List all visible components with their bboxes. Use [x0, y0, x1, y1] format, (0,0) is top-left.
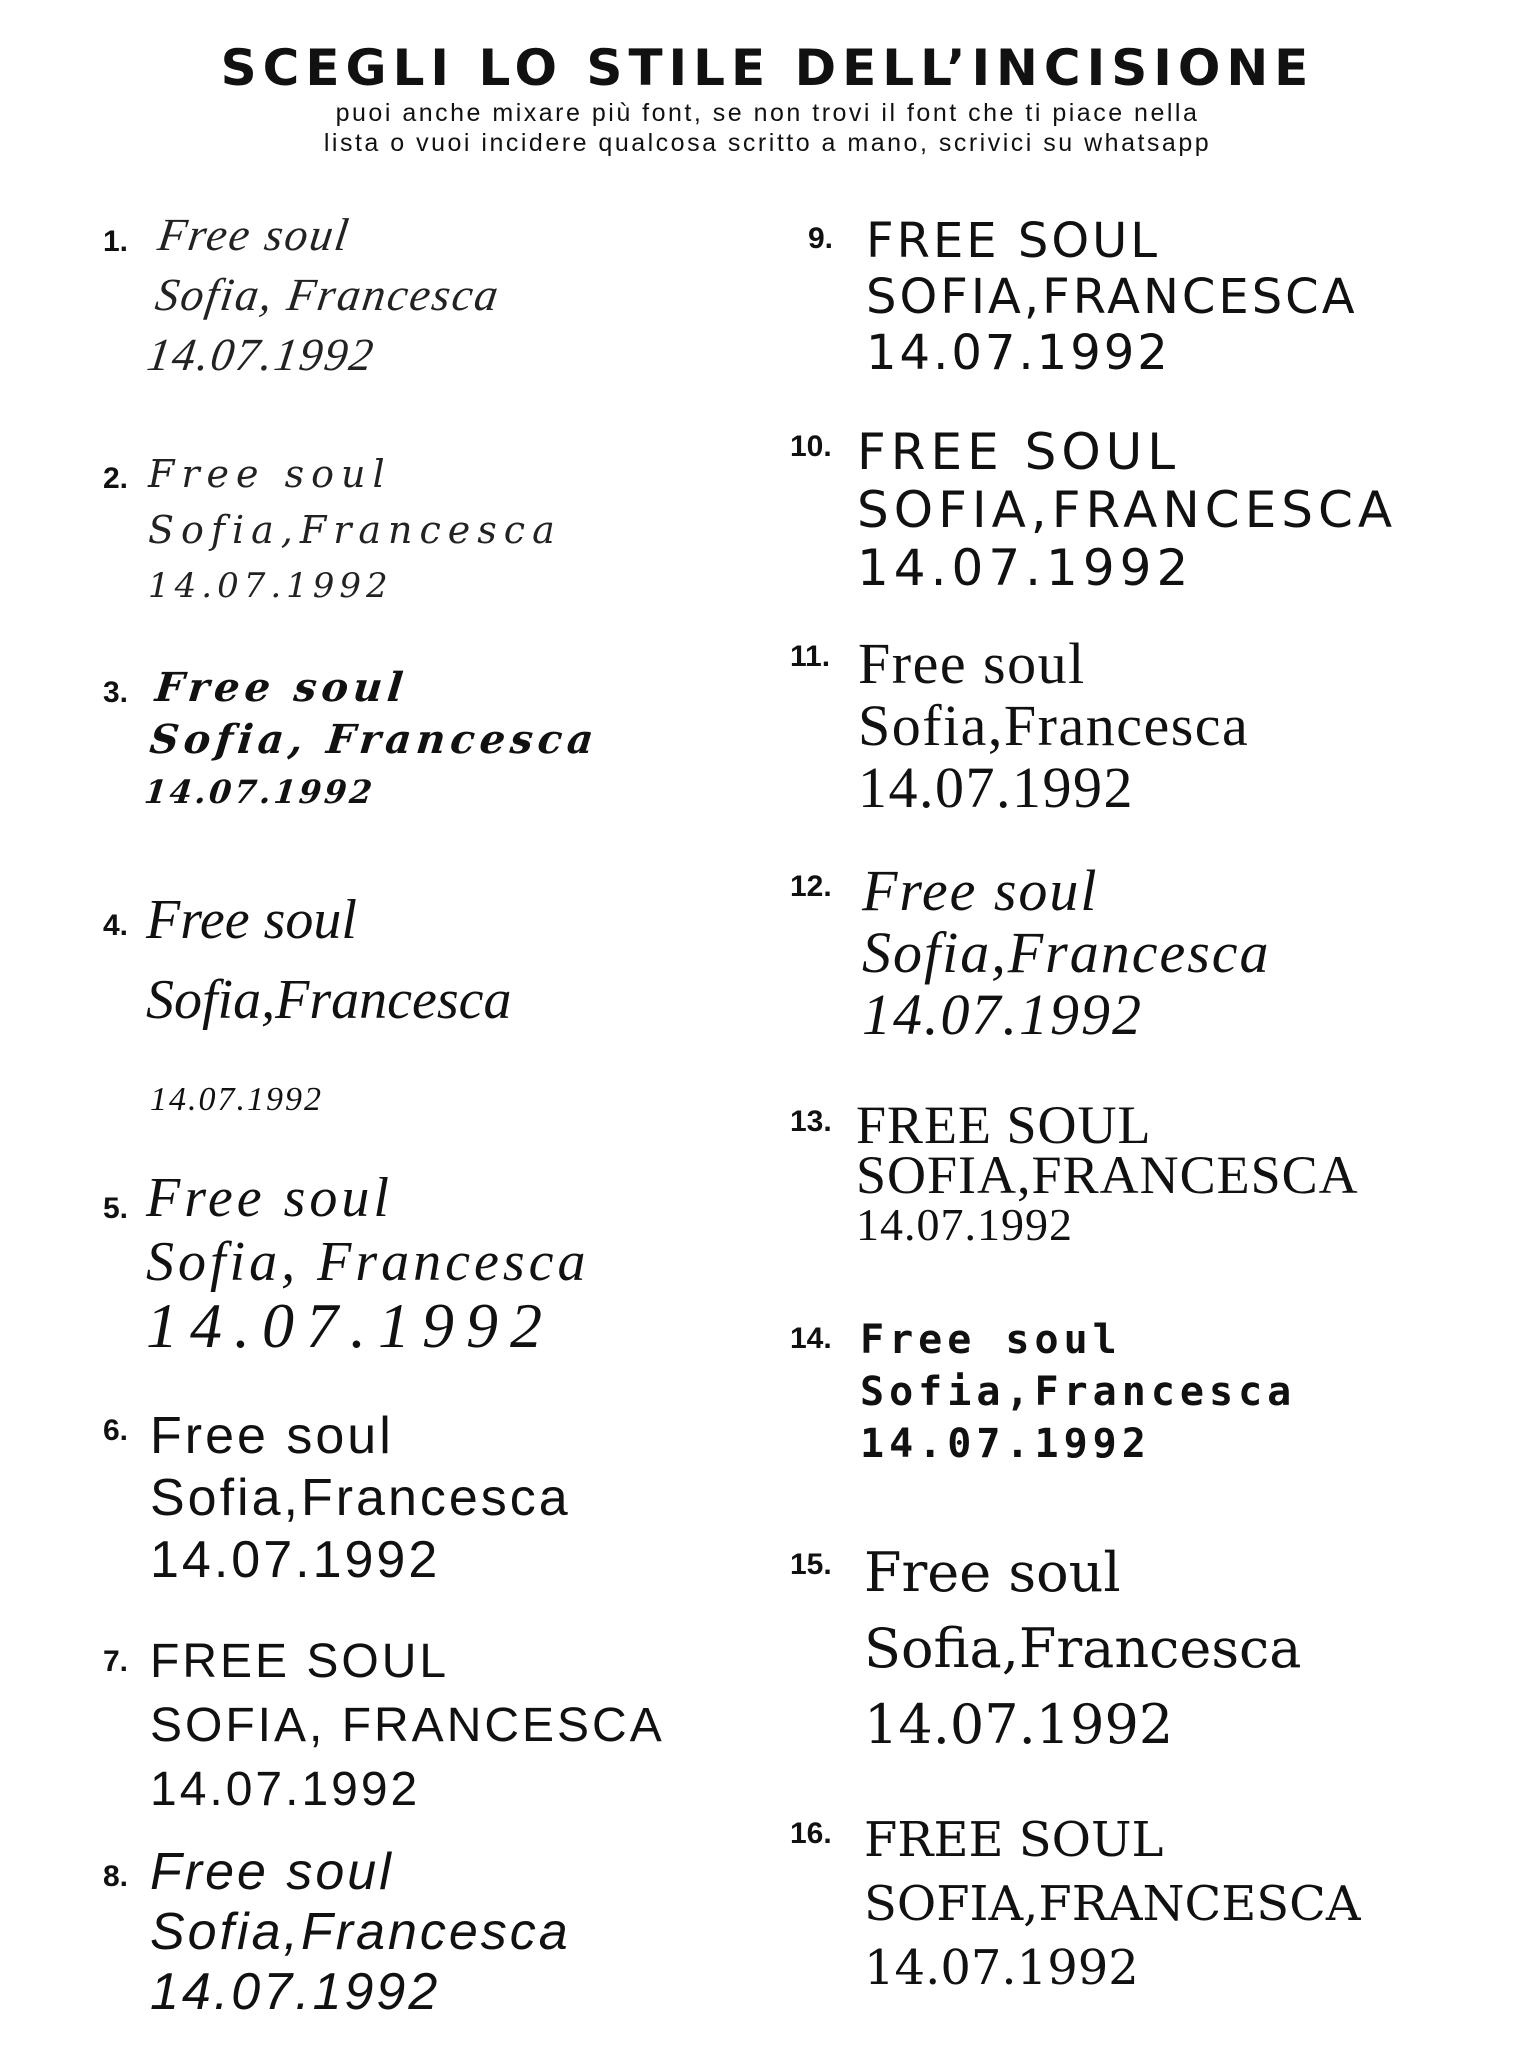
sample-line-3: 14.07.1992	[866, 325, 1171, 381]
sample-line-3: 14.07.1992	[150, 1763, 421, 1816]
sample-line-3: 14.07.1992	[150, 1963, 441, 2021]
style-sample	[860, 1314, 1296, 1470]
sample-line-2: SOFIA,FRANCESCA	[864, 1876, 1361, 1932]
sample-line-1: Free soul	[148, 452, 392, 496]
style-sample	[862, 860, 1271, 1046]
page-subtitle-line-2: lista o vuoi incidere qualcosa scritto a mano, scrivici su whatsapp	[323, 129, 1212, 157]
style-number: 2.	[103, 462, 129, 495]
style-number: 12.	[790, 870, 832, 903]
sample-line-2: SOFIA,FRANCESCA	[866, 269, 1358, 325]
sample-line-3: 14.07.1992	[864, 1693, 1174, 1756]
style-number: 4.	[103, 909, 129, 942]
sample-line-1: Free soul	[150, 1843, 394, 1901]
sample-line-2: Sofia,Francesca	[858, 693, 1250, 758]
style-number: 7.	[103, 1645, 129, 1678]
style-sample	[137, 205, 512, 385]
sample-line-2: SOFIA,FRANCESCA	[857, 481, 1398, 539]
style-number: 5.	[103, 1192, 129, 1225]
sample-line-1: Free soul	[146, 889, 357, 951]
sample-line-1: Free soul	[858, 631, 1086, 696]
style-sample	[864, 1535, 1301, 1763]
sample-line-1: Free soul	[146, 1167, 393, 1229]
style-number: 10.	[790, 430, 832, 463]
sample-line-2: Sofia, Francesca	[147, 716, 601, 763]
style-number: 1.	[103, 225, 129, 258]
style-sample	[146, 1166, 590, 1361]
style-sample	[858, 633, 1249, 819]
sample-line-3: 14.07.1992	[146, 1290, 554, 1361]
sample-line-1: Free soul	[154, 209, 354, 260]
sample-line-1: Free soul	[153, 664, 411, 711]
style-sample	[150, 1842, 571, 2022]
sample-line-2: Sofia,Francesca	[146, 969, 512, 1031]
style-number: 11.	[790, 640, 831, 673]
sample-line-2: Sofia,Francesca	[860, 1369, 1297, 1415]
sample-line-1: FREE SOUL	[856, 1095, 1152, 1155]
style-sample	[857, 423, 1397, 597]
style-sample	[150, 1405, 571, 1591]
sample-line-1: FREE SOUL	[864, 1812, 1164, 1868]
sample-line-2: Sofia,Francesca	[148, 508, 562, 552]
style-sample	[142, 662, 607, 818]
style-sample	[146, 880, 511, 1140]
sample-line-3: 14.07.1992	[148, 566, 393, 606]
sample-line-3: 14.07.1992	[858, 755, 1134, 820]
sample-line-2: Sofia,Francesca	[150, 1903, 571, 1961]
style-number: 13.	[790, 1105, 832, 1138]
style-number: 14.	[790, 1322, 832, 1355]
style-sample	[150, 1630, 665, 1822]
sample-line-2: SOFIA,FRANCESCA	[856, 1145, 1359, 1205]
style-number: 15.	[790, 1548, 832, 1581]
sample-line-3: 14.07.1992	[864, 1940, 1139, 1996]
sample-line-3: 14.07.1992	[857, 539, 1194, 597]
sample-line-1: Free soul	[864, 1541, 1121, 1604]
style-sample	[864, 1808, 1361, 2000]
sample-line-1: FREE SOUL	[866, 213, 1160, 269]
sample-line-2: SOFIA, FRANCESCA	[150, 1699, 665, 1752]
sample-line-2: Sofia, Francesca	[152, 269, 504, 320]
style-number: 16.	[790, 1817, 832, 1850]
sample-line-1: FREE SOUL	[150, 1635, 450, 1688]
page-title: SCEGLI LO STILE DELL’INCISIONE	[220, 39, 1315, 97]
sample-line-3: 14.07.1992	[860, 1421, 1151, 1467]
page-header	[0, 38, 1535, 158]
sample-line-3: 14.07.1992	[856, 1199, 1073, 1250]
style-number: 8.	[103, 1860, 129, 1893]
style-sample	[866, 213, 1358, 381]
sample-line-3: 14.07.1992	[862, 982, 1143, 1047]
style-number: 6.	[103, 1414, 129, 1447]
sample-line-3: 14.07.1992	[142, 773, 377, 811]
sample-line-1: Free soul	[860, 1317, 1122, 1363]
style-sample	[856, 1095, 1359, 1250]
style-number: 9.	[808, 222, 834, 255]
style-sample	[148, 446, 562, 614]
sample-line-1: Free soul	[150, 1407, 394, 1465]
sample-line-2: Sofia,Francesca	[150, 1469, 571, 1527]
sample-line-3: 14.07.1992	[150, 1531, 441, 1589]
sample-line-1: FREE SOUL	[857, 423, 1181, 481]
sample-line-3: 14.07.1992	[150, 1081, 323, 1118]
sample-line-2: Sofia,Francesca	[862, 920, 1271, 985]
style-number: 3.	[103, 676, 129, 709]
sample-line-3: 14.07.1992	[144, 329, 379, 380]
sample-line-2: Sofia,Francesca	[864, 1617, 1302, 1680]
page-subtitle-line-1: puoi anche mixare più font, se non trovi il font che ti piace nella	[335, 99, 1200, 127]
sample-line-2: Sofia, Francesca	[146, 1231, 590, 1293]
sample-line-1: Free soul	[862, 858, 1099, 923]
